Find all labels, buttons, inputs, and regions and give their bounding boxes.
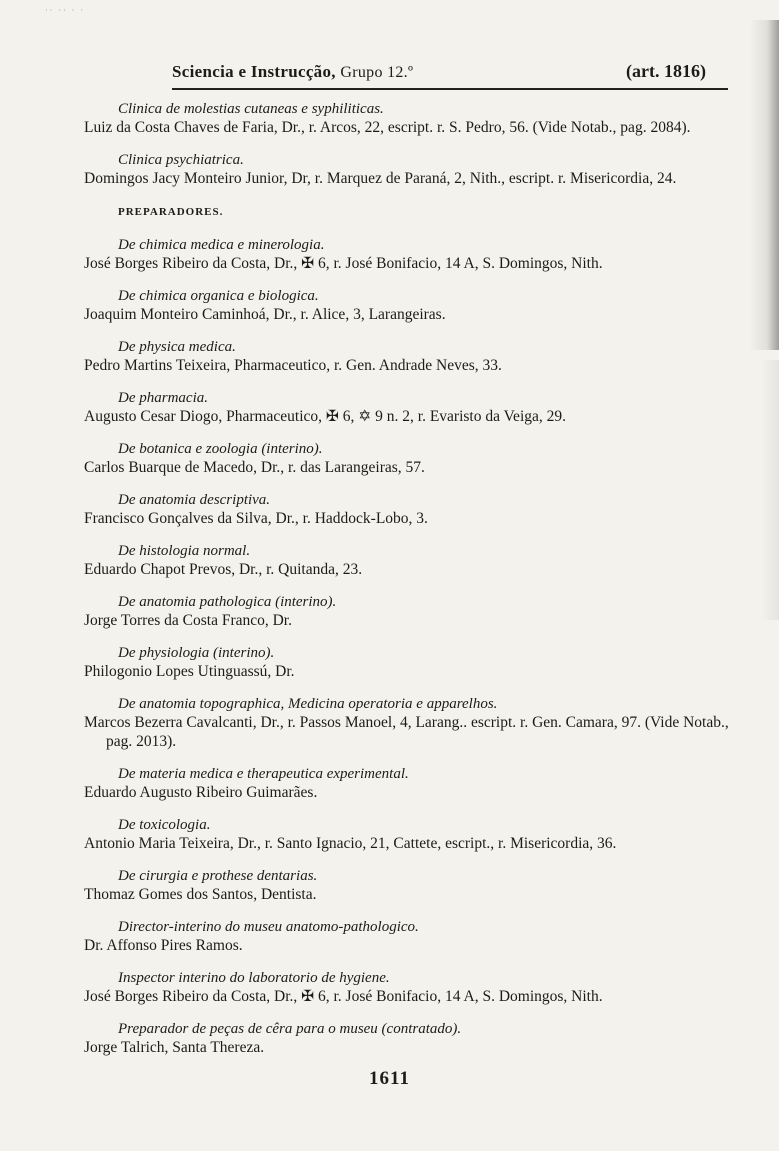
list-item	[84, 969, 734, 1006]
spacer	[84, 1006, 734, 1020]
entry-heading: De physiologia (interino).	[118, 645, 275, 661]
entry-heading: Clinica de molestias cutaneas e syphiliticas.	[118, 101, 384, 117]
spacer	[84, 528, 734, 542]
entry-text: Antonio Maria Teixeira, Dr., r. Santo Ignacio, 21, Cattete, escript., r. Misericordia, 36.	[84, 835, 617, 852]
list-item	[84, 491, 734, 528]
entry-heading: De anatomia topographica, Medicina operatoria e apparelhos.	[118, 696, 498, 712]
entry-heading: Director-interino do museu anatomo-pathologico.	[118, 919, 419, 935]
page-number: 1611	[369, 1068, 410, 1089]
spacer	[84, 955, 734, 969]
entries-list	[84, 100, 734, 1057]
spacer	[84, 802, 734, 816]
list-item	[84, 1020, 734, 1057]
spacer	[84, 137, 734, 151]
entry-text: José Borges Ribeiro da Costa, Dr., ✠ 6, r. José Bonifacio, 14 A, S. Domingos, Nith.	[84, 255, 603, 272]
entry-text: Eduardo Augusto Ribeiro Guimarães.	[84, 784, 318, 801]
scan-speck: ·· ·· · ·	[45, 6, 85, 15]
entry-heading: De pharmacia.	[118, 390, 208, 406]
entry-text: Joaquim Monteiro Caminhoá, Dr., r. Alice, 3, Larangeiras.	[84, 306, 446, 323]
entry-heading: De anatomia pathologica (interino).	[118, 594, 337, 610]
list-item	[84, 440, 734, 477]
spacer	[84, 426, 734, 440]
list-item	[84, 151, 734, 188]
list-item	[84, 236, 734, 273]
list-item	[84, 644, 734, 681]
list-item	[84, 593, 734, 630]
spacer	[84, 751, 734, 765]
entry-heading: De toxicologia.	[118, 817, 211, 833]
list-item	[84, 867, 734, 904]
entry-text: Carlos Buarque de Macedo, Dr., r. das Larangeiras, 57.	[84, 459, 425, 476]
entry-heading: De anatomia descriptiva.	[118, 492, 271, 508]
entry-heading: De cirurgia e prothese dentarias.	[118, 868, 318, 884]
entry-text: Marcos Bezerra Cavalcanti, Dr., r. Passos Manoel, 4, Larang.. escript. r. Gen. Camara, 97. (Vide Notab., pag. 2013).	[84, 714, 729, 750]
list-item	[84, 695, 734, 751]
entry-text: José Borges Ribeiro da Costa, Dr., ✠ 6, r. José Bonifacio, 14 A, S. Domingos, Nith.	[84, 988, 603, 1005]
spacer	[84, 375, 734, 389]
header-title: Sciencia e Instrucção, Grupo 12.º	[172, 62, 414, 81]
list-item	[84, 816, 734, 853]
entry-heading: De chimica organica e biologica.	[118, 288, 319, 304]
list-item	[84, 287, 734, 324]
entry-text: Francisco Gonçalves da Silva, Dr., r. Haddock-Lobo, 3.	[84, 510, 428, 527]
page-edge-shadow-lower	[761, 360, 779, 620]
entry-text: Augusto Cesar Diogo, Pharmaceutico, ✠ 6, ✡ 9 n. 2, r. Evaristo da Veiga, 29.	[84, 408, 566, 425]
header-group: Grupo 12.º	[340, 64, 414, 81]
spacer	[84, 477, 734, 491]
entry-heading: De chimica medica e minerologia.	[118, 237, 325, 253]
page-edge-shadow	[749, 20, 779, 350]
spacer	[84, 324, 734, 338]
entry-text: Pedro Martins Teixeira, Pharmaceutico, r. Gen. Andrade Neves, 33.	[84, 357, 502, 374]
spacer	[84, 853, 734, 867]
section-label	[84, 202, 734, 222]
entry-heading: Clinica psychiatrica.	[118, 152, 244, 168]
spacer	[84, 273, 734, 287]
entry-heading: Inspector interino do laboratorio de hygiene.	[118, 970, 390, 986]
list-item	[84, 918, 734, 955]
entry-heading: De physica medica.	[118, 339, 236, 355]
entry-text: Jorge Torres da Costa Franco, Dr.	[84, 612, 292, 629]
entry-text: Eduardo Chapot Prevos, Dr., r. Quitanda, 23.	[84, 561, 363, 578]
header-article: (art. 1816)	[626, 61, 706, 81]
entry-heading: Preparador de peças de cêra para o museu (contratado).	[118, 1021, 462, 1037]
entry-heading: De histologia normal.	[118, 543, 251, 559]
entry-heading: De botanica e zoologia (interino).	[118, 441, 323, 457]
spacer	[84, 579, 734, 593]
entry-text: Luiz da Costa Chaves de Faria, Dr., r. Arcos, 22, escript. r. S. Pedro, 56. (Vide Notab., pag. 2084).	[84, 119, 691, 136]
spacer	[84, 222, 734, 236]
spacer	[84, 630, 734, 644]
entry-text: Philogonio Lopes Utinguassú, Dr.	[84, 663, 295, 680]
spacer	[84, 904, 734, 918]
entry-text: Dr. Affonso Pires Ramos.	[84, 937, 243, 954]
spacer	[84, 188, 734, 202]
preparadores-label: PREPARADORES.	[118, 206, 224, 218]
list-item	[84, 389, 734, 426]
list-item	[84, 765, 734, 802]
entry-text: Domingos Jacy Monteiro Junior, Dr, r. Marquez de Paraná, 2, Nith., escript. r. Misericordia, 24.	[84, 170, 677, 187]
spacer	[84, 681, 734, 695]
entry-text: Jorge Talrich, Santa Thereza.	[84, 1039, 265, 1056]
running-header	[172, 60, 728, 90]
list-item	[84, 338, 734, 375]
entry-heading: De materia medica e therapeutica experimental.	[118, 766, 409, 782]
list-item	[84, 542, 734, 579]
list-item	[84, 100, 734, 137]
entry-text: Thomaz Gomes dos Santos, Dentista.	[84, 886, 317, 903]
